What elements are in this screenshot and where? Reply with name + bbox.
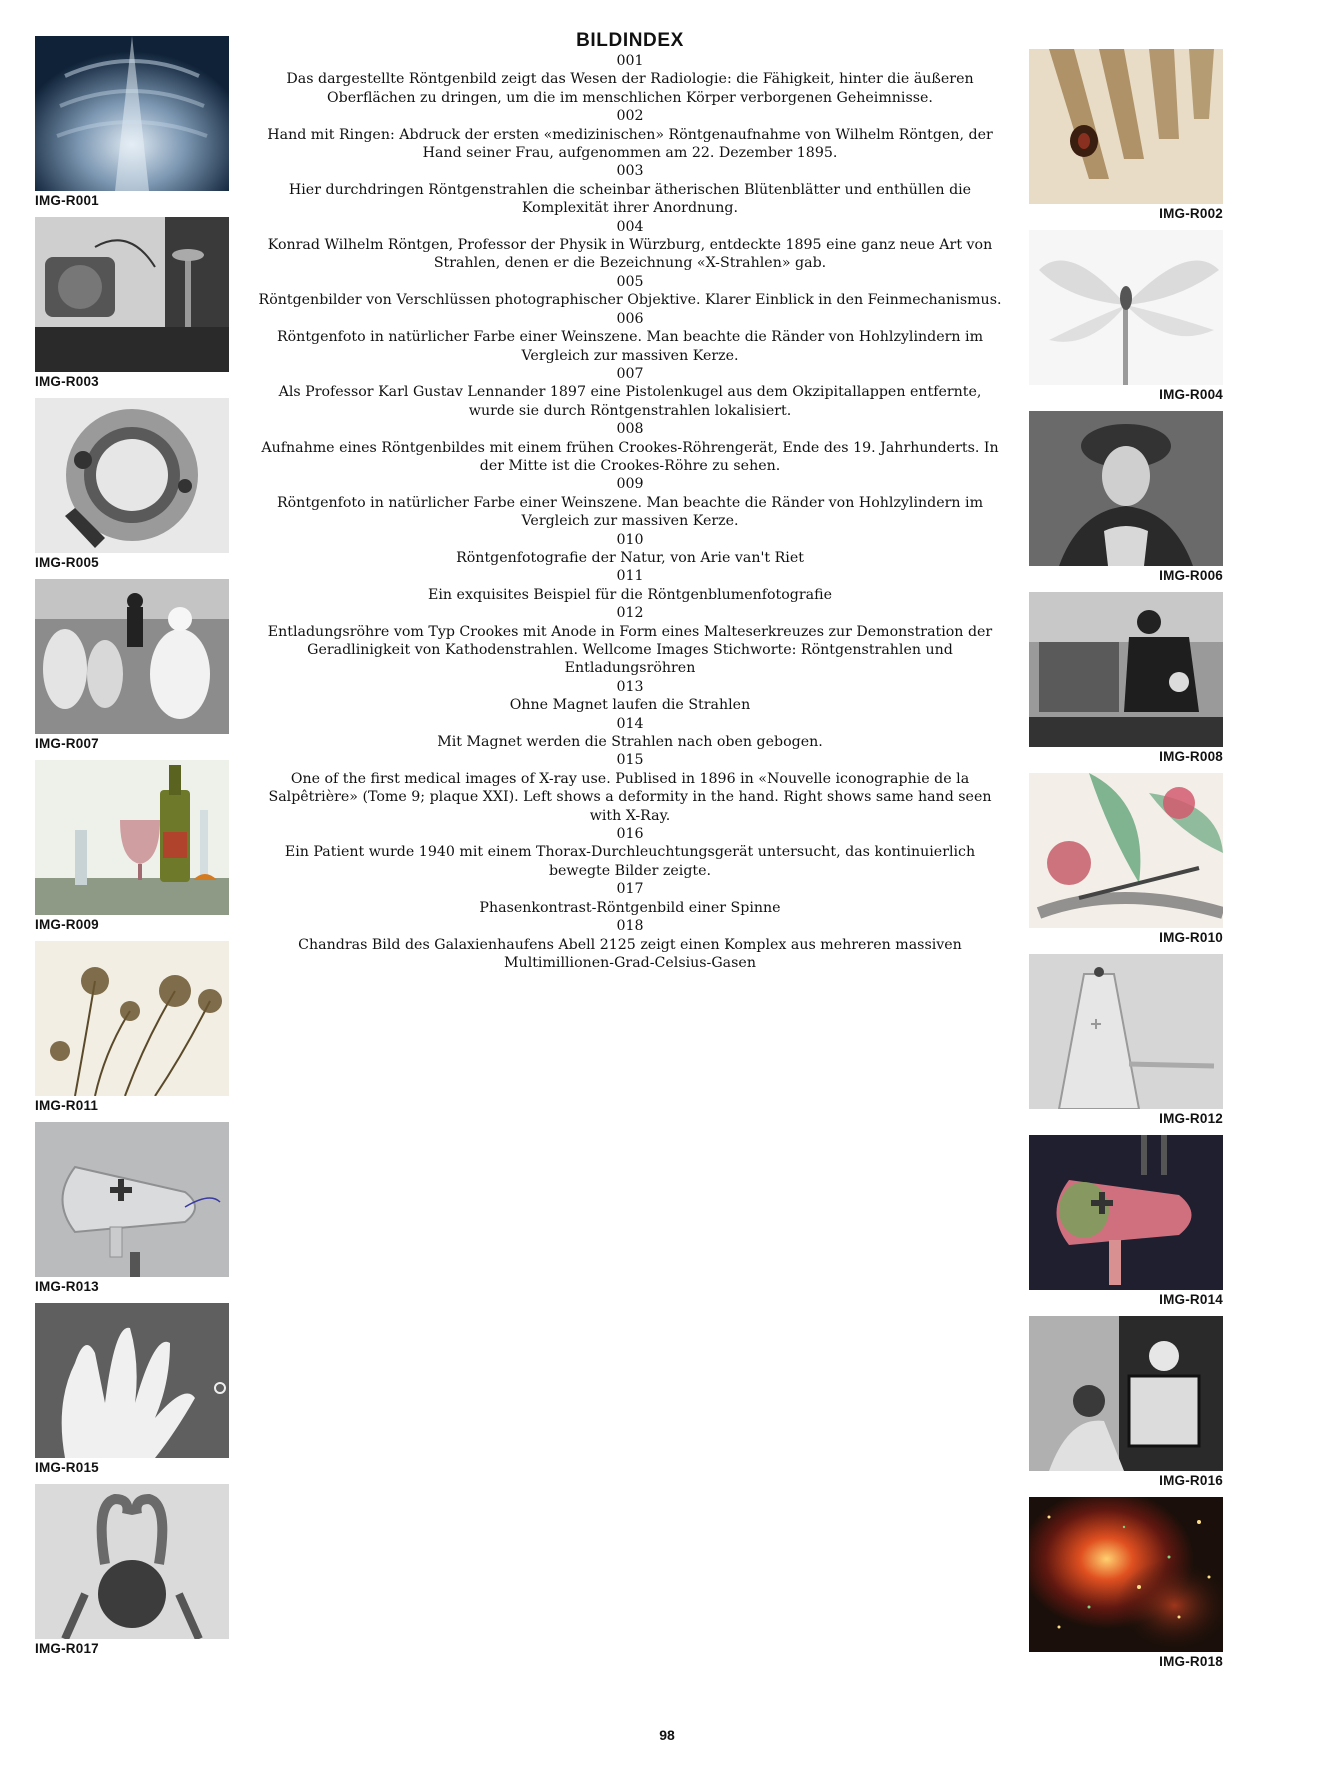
index-entry xyxy=(255,273,1005,310)
thumbnail-blossom-xray xyxy=(1029,230,1223,385)
image-item xyxy=(1029,49,1223,222)
image-item xyxy=(1029,1135,1223,1308)
entry-description: Das dargestellte Röntgenbild zeigt das Wesen der Radiologie: die Fähigkeit, hinter die äußeren Oberflächen zu dringen, um die im menschlichen Körper verborgenen Geheimnisse. xyxy=(286,71,974,106)
image-item xyxy=(35,579,229,752)
image-item xyxy=(35,760,229,933)
image-caption: IMG-R014 xyxy=(1159,1292,1223,1307)
entry-number: 016 xyxy=(616,826,644,843)
image-item xyxy=(35,217,229,390)
chest-xray-image xyxy=(35,36,229,191)
index-entry xyxy=(255,531,1005,568)
entry-number: 003 xyxy=(616,163,644,180)
portrait-xray-image xyxy=(1029,411,1223,566)
index-title: BILDINDEX xyxy=(576,30,684,51)
image-item xyxy=(1029,230,1223,403)
index-entry xyxy=(255,162,1005,217)
hand-xray-image xyxy=(35,1303,229,1458)
image-caption: IMG-R015 xyxy=(35,1460,99,1475)
image-item xyxy=(1029,773,1223,946)
thumbnail-nature-xray xyxy=(1029,773,1223,928)
entry-number: 018 xyxy=(616,918,644,935)
hand-with-rings-image xyxy=(1029,49,1223,204)
thumbnail-portrait-xray xyxy=(1029,411,1223,566)
index-entry xyxy=(255,567,1005,604)
index-entry xyxy=(255,715,1005,752)
image-caption: IMG-R013 xyxy=(35,1279,99,1294)
thumbnail-hand-xray xyxy=(35,1303,229,1458)
image-caption: IMG-R018 xyxy=(1159,1654,1223,1669)
image-caption: IMG-R008 xyxy=(1159,749,1223,764)
thumbnail-chest-xray xyxy=(35,36,229,191)
entry-description: Röntgenbilder von Verschlüssen photographischer Objektive. Klarer Einblick in den Feinmechanismus. xyxy=(258,292,1002,309)
image-caption: IMG-R002 xyxy=(1159,206,1223,221)
xray-lab-photo-image xyxy=(1029,592,1223,747)
entry-description: Ohne Magnet laufen die Strahlen xyxy=(509,697,751,714)
thumbnail-wine-scene xyxy=(35,760,229,915)
galaxy-cluster-image xyxy=(1029,1497,1223,1652)
page-number: 98 xyxy=(659,1727,675,1743)
image-caption: IMG-R005 xyxy=(35,555,99,570)
entry-number: 014 xyxy=(616,715,644,732)
entry-number: 005 xyxy=(616,273,644,290)
index-entry xyxy=(255,310,1005,365)
index-entry xyxy=(255,420,1005,475)
image-caption: IMG-R001 xyxy=(35,193,99,208)
crookes-apparatus-image xyxy=(35,217,229,372)
entry-number: 013 xyxy=(616,678,644,695)
image-caption: IMG-R006 xyxy=(1159,568,1223,583)
image-caption: IMG-R003 xyxy=(35,374,99,389)
entry-number: 002 xyxy=(616,108,644,125)
entry-description: Entladungsröhre vom Typ Crookes mit Anode in Form eines Malteserkreuzes zur Demonstration der Geradlinigkeit von Kathodenstrahlen. Wellcome Images Stichworte: Röntgenstrahlen und Entladungsröhren xyxy=(267,623,993,677)
index-entry xyxy=(255,475,1005,530)
entry-description: Konrad Wilhelm Röntgen, Professor der Physik in Würzburg, entdeckte 1895 eine ganz neue Art von Strahlen, denen er die Bezeichnung «X-Strahlen» gab. xyxy=(267,237,993,272)
image-item xyxy=(1029,1316,1223,1489)
index-entry xyxy=(255,880,1005,917)
image-item xyxy=(35,1303,229,1476)
entry-number: 015 xyxy=(616,752,644,769)
thumbnail-surgery-photo xyxy=(35,579,229,734)
index-entry xyxy=(255,365,1005,420)
thumbnail-fluoroscopy-photo xyxy=(1029,1316,1223,1471)
entry-description: One of the first medical images of X-ray use. Publised in 1896 in «Nouvelle iconographie de la Salpêtrière» (Tome 9; plaque XXI). Left shows a deformity in the hand. Right shows same hand seen with X-Ray. xyxy=(268,770,992,824)
nature-xray-image xyxy=(1029,773,1223,928)
index-entries xyxy=(255,52,1005,972)
thumbnail-discharge-tube xyxy=(1029,954,1223,1109)
thumbnail-crookes-tube-gray xyxy=(35,1122,229,1277)
wine-scene-image xyxy=(35,760,229,915)
image-caption: IMG-R004 xyxy=(1159,387,1223,402)
entry-number: 004 xyxy=(616,218,644,235)
crookes-tube-gray-image xyxy=(35,1122,229,1277)
index-entry xyxy=(255,52,1005,107)
image-item xyxy=(1029,954,1223,1127)
thumbnail-galaxy-cluster xyxy=(1029,1497,1223,1652)
entry-number: 009 xyxy=(616,476,644,493)
left-image-column xyxy=(35,36,229,1665)
image-item xyxy=(1029,411,1223,584)
image-item xyxy=(35,36,229,209)
entry-number: 012 xyxy=(616,605,644,622)
right-image-column xyxy=(1029,36,1223,1678)
image-caption: IMG-R011 xyxy=(35,1098,99,1113)
image-caption: IMG-R016 xyxy=(1159,1473,1223,1488)
entry-number: 017 xyxy=(616,881,644,898)
index-entry xyxy=(255,917,1005,972)
entry-description: Ein Patient wurde 1940 mit einem Thorax-Durchleuchtungsgerät untersucht, das kontinuierlich bewegte Bilder zeigte. xyxy=(284,844,976,879)
entry-description: Aufnahme eines Röntgenbildes mit einem frühen Crookes-Röhrengerät, Ende des 19. Jahrhunderts. In der Mitte ist die Crookes-Röhre zu sehen. xyxy=(261,439,999,474)
entry-number: 010 xyxy=(616,531,644,548)
image-caption: IMG-R012 xyxy=(1159,1111,1223,1126)
thumbnail-spider-xray xyxy=(35,1484,229,1639)
index-entry xyxy=(255,604,1005,678)
fluoroscopy-photo-image xyxy=(1029,1316,1223,1471)
blossom-xray-image xyxy=(1029,230,1223,385)
thumbnail-magnet-tube xyxy=(1029,1135,1223,1290)
image-item xyxy=(1029,592,1223,765)
entry-number: 001 xyxy=(616,53,644,69)
entry-description: Hand mit Ringen: Abdruck der ersten «medizinischen» Röntgenaufnahme von Wilhelm Röntgen, der Hand seiner Frau, aufgenommen am 22. Dezember 1895. xyxy=(267,126,993,162)
thumbnail-shutter-xray xyxy=(35,398,229,553)
magnet-tube-image xyxy=(1029,1135,1223,1290)
image-item xyxy=(35,1484,229,1657)
image-caption: IMG-R010 xyxy=(1159,930,1223,945)
image-caption: IMG-R007 xyxy=(35,736,99,751)
index-entry xyxy=(255,218,1005,273)
image-item xyxy=(35,941,229,1114)
thumbnail-hand-with-rings xyxy=(1029,49,1223,204)
entry-description: Phasenkontrast-Röntgenbild einer Spinne xyxy=(479,899,781,916)
thumbnail-xray-lab-photo xyxy=(1029,592,1223,747)
index-entry xyxy=(255,678,1005,715)
entry-description: Mit Magnet werden die Strahlen nach oben gebogen. xyxy=(437,734,823,751)
entry-number: 007 xyxy=(616,365,644,382)
entry-description: Röntgenfoto in natürlicher Farbe einer Weinszene. Man beachte die Ränder von Hohlzylindern im Vergleich zur massiven Kerze. xyxy=(276,329,984,364)
entry-description: Als Professor Karl Gustav Lennander 1897 eine Pistolenkugel aus dem Okzipitallappen entfernte, wurde sie durch Röntgenstrahlen lokalisiert. xyxy=(278,384,982,419)
entry-description: Chandras Bild des Galaxienhaufens Abell 2125 zeigt einen Komplex aus mehreren massiven Multimillionen-Grad-Celsius-Gasen xyxy=(298,936,962,971)
thumbnail-flower-xray xyxy=(35,941,229,1096)
entry-description: Röntgenfotografie der Natur, von Arie van't Riet xyxy=(456,549,804,566)
flower-xray-image xyxy=(35,941,229,1096)
index-entry xyxy=(255,825,1005,880)
discharge-tube-image xyxy=(1029,954,1223,1109)
image-item xyxy=(1029,1497,1223,1670)
index-entry xyxy=(255,107,1005,162)
image-caption: IMG-R009 xyxy=(35,917,99,932)
image-item xyxy=(35,1122,229,1295)
entry-description: Ein exquisites Beispiel für die Röntgenblumenfotografie xyxy=(428,586,832,603)
entry-number: 006 xyxy=(616,310,644,327)
index-entry xyxy=(255,751,1005,825)
thumbnail-crookes-apparatus xyxy=(35,217,229,372)
spider-xray-image xyxy=(35,1484,229,1639)
entry-description: Röntgenfoto in natürlicher Farbe einer Weinszene. Man beachte die Ränder von Hohlzylindern im Vergleich zur massiven Kerze. xyxy=(276,494,984,530)
entry-description: Hier durchdringen Röntgenstrahlen die scheinbar ätherischen Blütenblätter und enthüllen die Komplexität ihrer Anordnung. xyxy=(288,181,972,217)
entry-number: 011 xyxy=(616,568,644,585)
picture-index xyxy=(255,30,1005,972)
image-caption: IMG-R017 xyxy=(35,1641,99,1656)
shutter-xray-image xyxy=(35,398,229,553)
surgery-photo-image xyxy=(35,579,229,734)
image-item xyxy=(35,398,229,571)
entry-number: 008 xyxy=(616,421,644,438)
